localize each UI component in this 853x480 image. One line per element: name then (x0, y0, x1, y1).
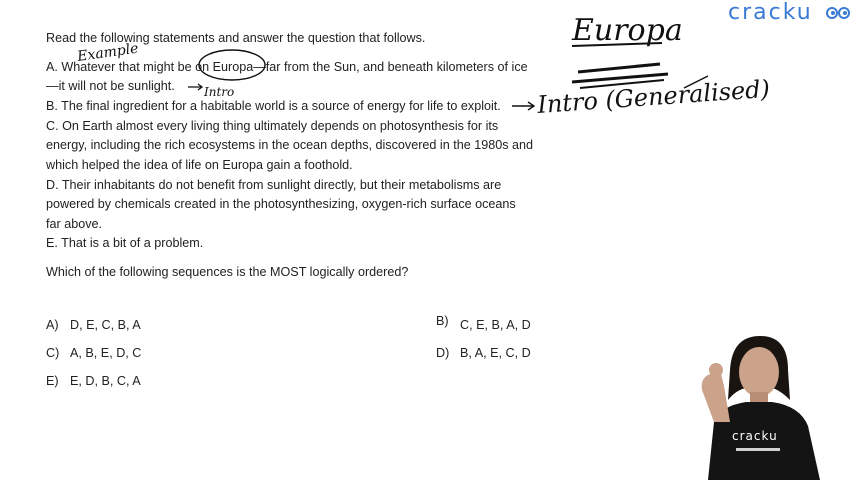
presenter-video (680, 330, 853, 480)
statement-line: A. Whatever that might be on Europa—far from the Sun, and beneath kilometers of ice (46, 60, 528, 74)
statement-line: E. That is a bit of a problem. (46, 236, 204, 250)
statement-line: which helped the idea of life on Europa gain a foothold. (46, 158, 353, 172)
option-text: E, D, B, C, A (70, 374, 141, 388)
brand-logo-icon (825, 4, 851, 20)
annotation-intro-generalised: Intro (Generalised) (536, 74, 771, 119)
annotation-example: Example (76, 40, 140, 65)
option-c[interactable] (46, 346, 141, 360)
statement-line: B. The final ingredient for a habitable world is a source of energy for life to exploit. (46, 99, 501, 113)
option-key: C) (46, 346, 60, 360)
option-d[interactable] (436, 346, 531, 360)
option-text: A, B, E, D, C (70, 346, 142, 360)
option-key: B) (436, 314, 449, 328)
question-prompt: Which of the following sequences is the MOST logically ordered? (46, 265, 409, 279)
statement-line: C. On Earth almost every living thing ultimately depends on photosynthesis for its (46, 119, 499, 133)
statement-line: powered by chemicals created in the photosynthesizing, oxygen-rich surface oceans (46, 197, 516, 211)
option-key: A) (46, 318, 59, 332)
annotation-intro-small: Intro (204, 85, 235, 99)
option-text: C, E, B, A, D (460, 318, 531, 332)
option-key: D) (436, 346, 450, 360)
option-text: D, E, C, B, A (70, 318, 141, 332)
annotation-europa: Europa (572, 13, 683, 48)
statement-line: far above. (46, 217, 103, 231)
presenter-shirt-text: cracku (732, 429, 778, 443)
brand-logo-text: cracku (728, 0, 813, 25)
option-key: E) (46, 374, 59, 388)
option-text: B, A, E, C, D (460, 346, 531, 360)
option-a[interactable] (46, 318, 141, 332)
statement-line: energy, including the rich ecosystems in the ocean depths, discovered in the 1980s and (46, 138, 534, 152)
statement-line: D. Their inhabitants do not benefit from sunlight directly, but their metabolisms are (46, 178, 502, 192)
question-instruction: Read the following statements and answer the question that follows. (46, 31, 426, 45)
statement-line: —it will not be sunlight. (46, 79, 175, 93)
option-b[interactable] (436, 314, 531, 332)
option-e[interactable] (46, 374, 141, 388)
